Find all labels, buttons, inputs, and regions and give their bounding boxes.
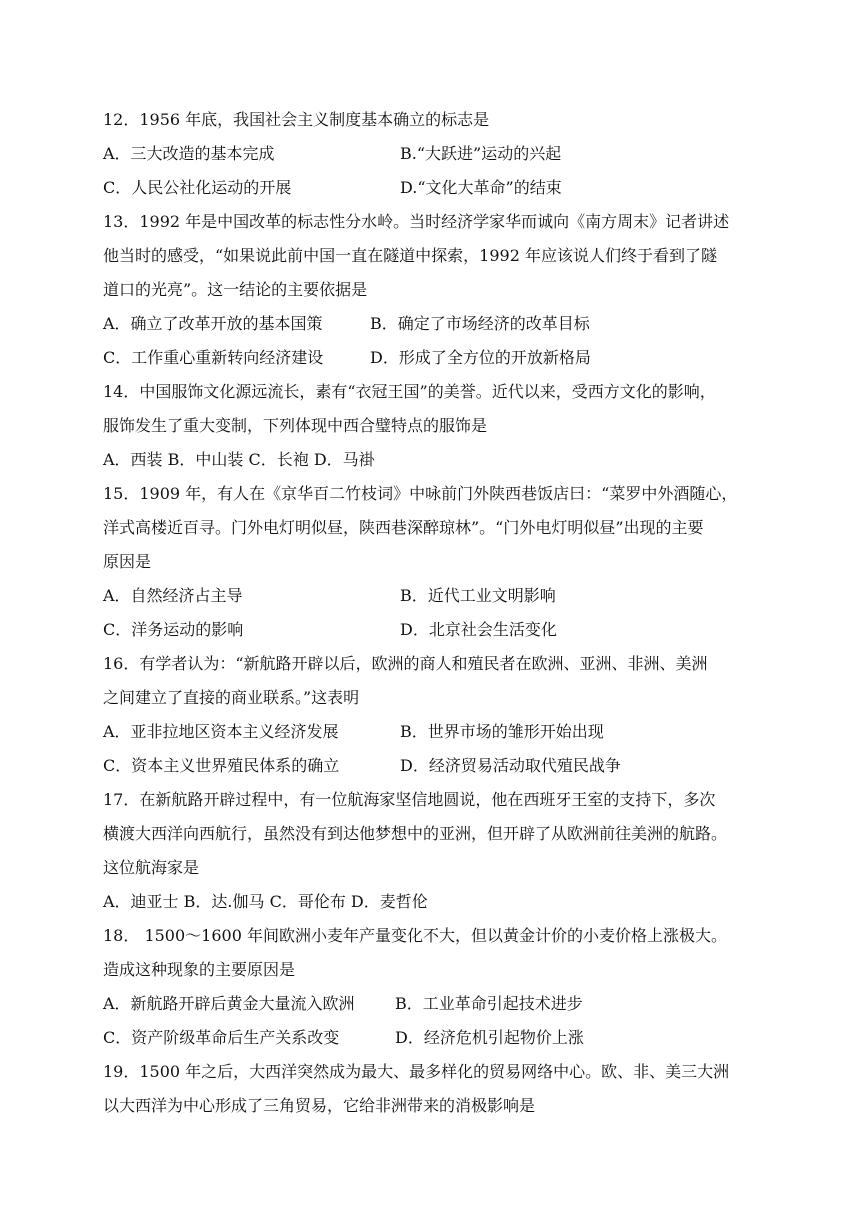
answer-option: B.“大跃进”运动的兴起 bbox=[400, 144, 562, 163]
question-stem-line: 道口的光亮”。这一结论的主要依据是 bbox=[103, 280, 368, 299]
answer-option: D．经济贸易活动取代殖民战争 bbox=[400, 756, 621, 775]
answer-option: B．确定了市场经济的改革目标 bbox=[370, 314, 590, 333]
answer-option: A．西装 B．中山装 C．长袍 D．马褂 bbox=[103, 450, 375, 469]
option-row bbox=[103, 1021, 763, 1055]
question-stem-line: 之间建立了直接的商业联系。”这表明 bbox=[103, 688, 360, 707]
option-row bbox=[103, 613, 763, 647]
answer-option: A．自然经济占主导 bbox=[103, 586, 243, 605]
answer-option: A．确立了改革开放的基本国策 bbox=[103, 314, 323, 333]
question-stem-line: 他当时的感受，“如果说此前中国一直在隧道中探索，1992 年应该说人们终于看到了隧 bbox=[103, 246, 717, 265]
answer-option: D．北京社会生活变化 bbox=[400, 620, 557, 639]
question-block bbox=[103, 919, 763, 1055]
answer-option: C．资产阶级革命后生产关系改变 bbox=[103, 1028, 340, 1047]
answer-option: C．洋务运动的影响 bbox=[103, 620, 244, 639]
question-block bbox=[103, 1055, 763, 1123]
question-block bbox=[103, 477, 763, 647]
answer-option: C．人民公社化运动的开展 bbox=[103, 178, 292, 197]
question-stem-line: 服饰发生了重大变制，下列体现中西合璧特点的服饰是 bbox=[103, 416, 488, 435]
option-row bbox=[103, 171, 763, 205]
option-row bbox=[103, 749, 763, 783]
answer-option: C．资本主义世界殖民体系的确立 bbox=[103, 756, 340, 775]
answer-option: B．世界市场的雏形开始出现 bbox=[400, 722, 604, 741]
answer-option: A．亚非拉地区资本主义经济发展 bbox=[103, 722, 339, 741]
answer-option: D.“文化大革命”的结束 bbox=[400, 178, 562, 197]
option-row bbox=[103, 443, 763, 477]
question-block bbox=[103, 783, 763, 919]
question-stem-line: 16．有学者认为：“新航路开辟以后，欧洲的商人和殖民者在欧洲、亚洲、非洲、美洲 bbox=[103, 654, 708, 673]
question-block bbox=[103, 103, 763, 205]
option-row bbox=[103, 987, 763, 1021]
answer-option: A．新航路开辟后黄金大量流入欧洲 bbox=[103, 994, 355, 1013]
question-block bbox=[103, 375, 763, 477]
answer-option: D．经济危机引起物价上涨 bbox=[395, 1028, 584, 1047]
question-stem-line: 17．在新航路开辟过程中，有一位航海家坚信地圆说，他在西班牙王室的支持下，多次 bbox=[103, 790, 716, 809]
question-list bbox=[103, 103, 763, 1123]
question-stem-line: 这位航海家是 bbox=[103, 858, 200, 877]
answer-option: B．工业革命引起技术进步 bbox=[395, 994, 583, 1013]
question-block bbox=[103, 205, 763, 375]
question-stem-line: 原因是 bbox=[103, 552, 152, 571]
question-stem-line: 12．1956 年底，我国社会主义制度基本确立的标志是 bbox=[103, 110, 490, 129]
question-stem-line: 造成这种现象的主要原因是 bbox=[103, 960, 296, 979]
option-row bbox=[103, 307, 763, 341]
option-row bbox=[103, 579, 763, 613]
question-stem-line: 横渡大西洋向西航行，虽然没有到达他梦想中的亚洲，但开辟了从欧洲前往美洲的航路。 bbox=[103, 824, 728, 843]
option-row bbox=[103, 341, 763, 375]
question-stem-line: 15．1909 年，有人在《京华百二竹枝词》中咏前门外陕西巷饭店曰：“菜罗中外酒随心， bbox=[103, 484, 738, 503]
question-stem-line: 14．中国服饰文化源远流长，素有“衣冠王国”的美誉。近代以来，受西方文化的影响， bbox=[103, 382, 716, 401]
answer-option: B．近代工业文明影响 bbox=[400, 586, 556, 605]
option-row bbox=[103, 885, 763, 919]
option-row bbox=[103, 137, 763, 171]
answer-option: A．迪亚士 B．达.伽马 C．哥伦布 D．麦哲伦 bbox=[103, 892, 428, 911]
answer-option: C．工作重心重新转向经济建设 bbox=[103, 348, 324, 367]
question-stem-line: 18． 1500～1600 年间欧洲小麦年产量变化不大，但以黄金计价的小麦价格上涨极大。 bbox=[103, 926, 727, 945]
question-stem-line: 以大西洋为中心形成了三角贸易，它给非洲带来的消极影响是 bbox=[103, 1096, 536, 1115]
option-row bbox=[103, 715, 763, 749]
answer-option: A．三大改造的基本完成 bbox=[103, 144, 275, 163]
question-block bbox=[103, 647, 763, 783]
question-stem-line: 洋式高楼近百寻。门外电灯明似昼，陕西巷深醉琼林”。“门外电灯明似昼”出现的主要 bbox=[103, 518, 704, 537]
answer-option: D．形成了全方位的开放新格局 bbox=[370, 348, 591, 367]
question-stem-line: 13．1992 年是中国改革的标志性分水岭。当时经济学家华而诚向《南方周末》记者讲述 bbox=[103, 212, 730, 231]
question-stem-line: 19．1500 年之后，大西洋突然成为最大、最多样化的贸易网络中心。欧、非、美三大洲 bbox=[103, 1062, 730, 1081]
